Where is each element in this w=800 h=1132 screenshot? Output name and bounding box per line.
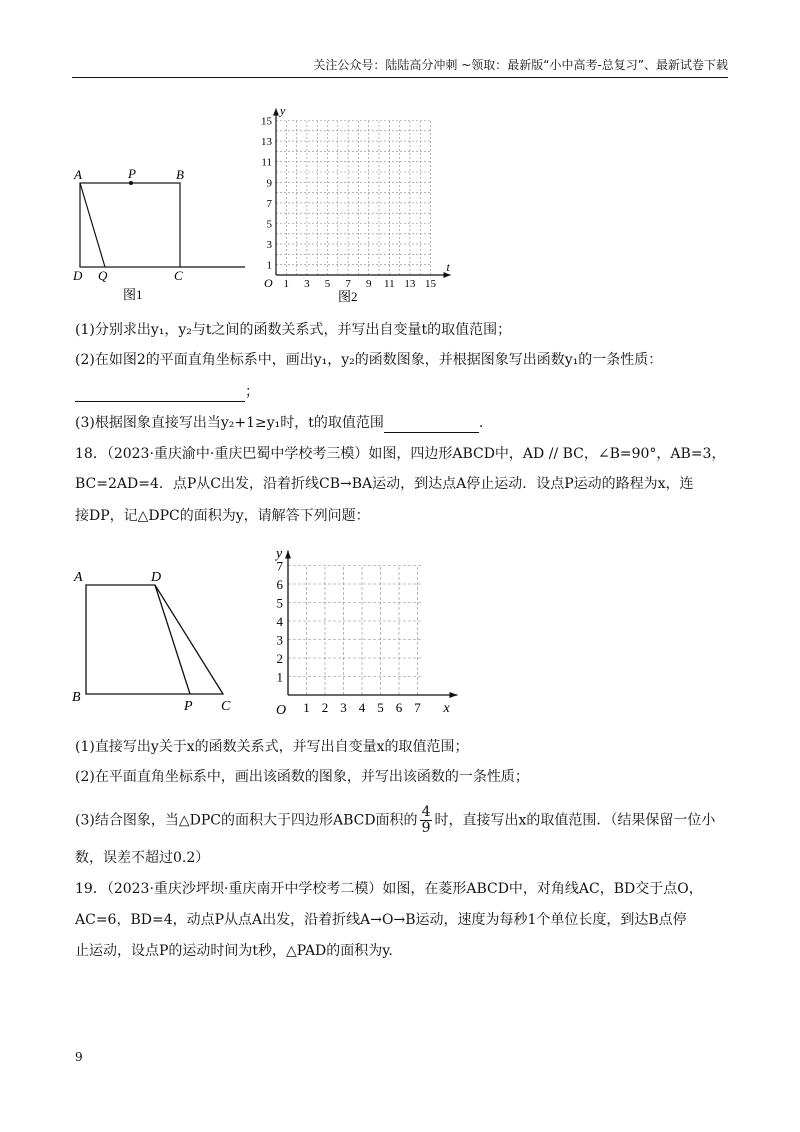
x-tick-label: 7 (414, 700, 421, 715)
x-tick-label: 7 (345, 278, 351, 290)
y-tick-label: 3 (266, 239, 272, 252)
x-tick-label: 13 (404, 278, 416, 290)
x-tick-label: 3 (340, 700, 347, 715)
y-tick-label: 1 (266, 259, 272, 272)
y-tick-label: 5 (276, 595, 283, 611)
fig1-caption: 图1 (123, 287, 143, 302)
x-tick-label: 1 (283, 278, 290, 290)
label-b: B (176, 167, 184, 182)
x-tick-label: 15 (425, 278, 436, 290)
label-d: D (151, 570, 162, 585)
trapezoid-abcd (86, 585, 223, 694)
y-tick-label: 6 (276, 577, 283, 592)
x-tick-label: 5 (377, 700, 384, 715)
y-axis-label: y (276, 546, 283, 562)
label-c: C (221, 699, 231, 714)
q17-part2: (2)在如图2的平面直角坐标系中，画出y₁，y₂的函数图象，并根据图象写出函数y₁的一条性质： (75, 352, 663, 368)
y-tick-label: 1 (276, 669, 283, 685)
y-arrow (285, 551, 291, 559)
label-p: P (128, 166, 136, 181)
page-header: 关注公众号：陆陆高分冲刺 ~领取：最新版“小中高考-总复习”、最新试卷下载 (72, 56, 728, 78)
label-q: Q (98, 268, 108, 283)
fig2-caption: 图2 (338, 289, 358, 304)
x-tick-label: 2 (321, 700, 329, 715)
origin-label: O (276, 703, 287, 718)
y-tick-label: 7 (276, 558, 283, 574)
label-d: D (73, 268, 83, 283)
q19-line2: AC=6，BD=4，动点P从点A出发，沿着折线A→O→B运动，速度为每秒1个单位长度，到达B点停 (75, 912, 687, 928)
label-c: C (174, 268, 183, 283)
y-tick-label: 5 (266, 218, 272, 231)
q18-line2: BC=2AD=4．点P从C出发，沿着折线CB→BA运动，到达点A停止运动．设点P运动的路程为x，连 (75, 476, 694, 492)
y-tick-label: 2 (276, 651, 283, 666)
y-arrow (273, 109, 279, 116)
q18-part2: (2)在平面直角坐标系中，画出该函数的图象，并写出该函数的一条性质； (75, 769, 529, 785)
x-tick-label: 3 (304, 278, 310, 290)
y-tick-label: 3 (276, 632, 283, 648)
x-tick-label: 4 (358, 700, 366, 715)
frac-denominator: 9 (421, 820, 431, 836)
x-tick-label: 11 (384, 278, 395, 290)
x-axis-label: t (446, 260, 450, 274)
q19-line1: 19．（2023·重庆沙坪坝·重庆南开中学校考二模）如图，在菱形ABCD中，对角线AC，BD交于点O， (75, 881, 703, 897)
rectangle-abcd (80, 183, 180, 267)
x-axis-label: x (443, 701, 450, 716)
label-a: A (74, 570, 83, 585)
q18-part3: (3)结合图象，当△DPC的面积大于四边形ABCD面积的 $\frac{4}{9}$ 时，直接写出x的取值范围．（结果保留一位小 (75, 804, 716, 836)
figure-3-trapezoid (68, 565, 243, 715)
y-axis-label: y (280, 103, 286, 118)
x-tick-label: 6 (395, 700, 403, 715)
frac-numerator: 4 (421, 804, 431, 820)
x-tick-label: 9 (365, 278, 372, 290)
figure-2-grid (252, 98, 467, 308)
q18-part3-cont: 数，误差不超过0.2） (75, 850, 210, 866)
x-tick-label: 5 (324, 278, 331, 290)
label-p: P (184, 699, 193, 714)
y-tick-label: 4 (276, 614, 283, 629)
q18-line3: 接DP，记△DPC的面积为y，请解答下列问题： (75, 508, 370, 524)
y-tick-label: 11 (261, 156, 272, 169)
segment-aq (80, 183, 105, 267)
q17-part1: (1)分别求出y₁，y₂与t之间的函数关系式，并写出自变量t的取值范围； (75, 322, 512, 338)
point-p (129, 181, 133, 185)
q18-part1: (1)直接写出y关于x的函数关系式，并写出自变量x的取值范围； (75, 739, 469, 755)
q18-line1: 18．（2023·重庆渝中·重庆巴蜀中学校考三模）如图，四边形ABCD中，AD // BC，∠B=90°，AB=3， (75, 446, 726, 462)
origin-label: O (264, 276, 273, 290)
q17-part2-blank: ； (75, 382, 730, 402)
x-arrow (450, 692, 458, 698)
q19-line3: 止运动，设点P的运动时间为t秒，△PAD的面积为y. (75, 943, 393, 959)
y-tick-label: 13 (261, 136, 272, 149)
q17-part3: (3)根据图象直接写出当y₂+1≥y₁时，t的取值范围 . (75, 415, 484, 431)
y-tick-label: 15 (261, 115, 272, 128)
label-b: B (72, 690, 81, 705)
page-number: 9 (75, 1050, 83, 1064)
label-a: A (74, 167, 82, 182)
x-tick-label: 1 (303, 700, 310, 715)
figure-4-grid (268, 540, 448, 720)
y-tick-label: 9 (266, 177, 272, 190)
figure-1 (70, 165, 255, 305)
y-tick-label: 7 (266, 197, 272, 210)
segment-dp (155, 585, 190, 694)
